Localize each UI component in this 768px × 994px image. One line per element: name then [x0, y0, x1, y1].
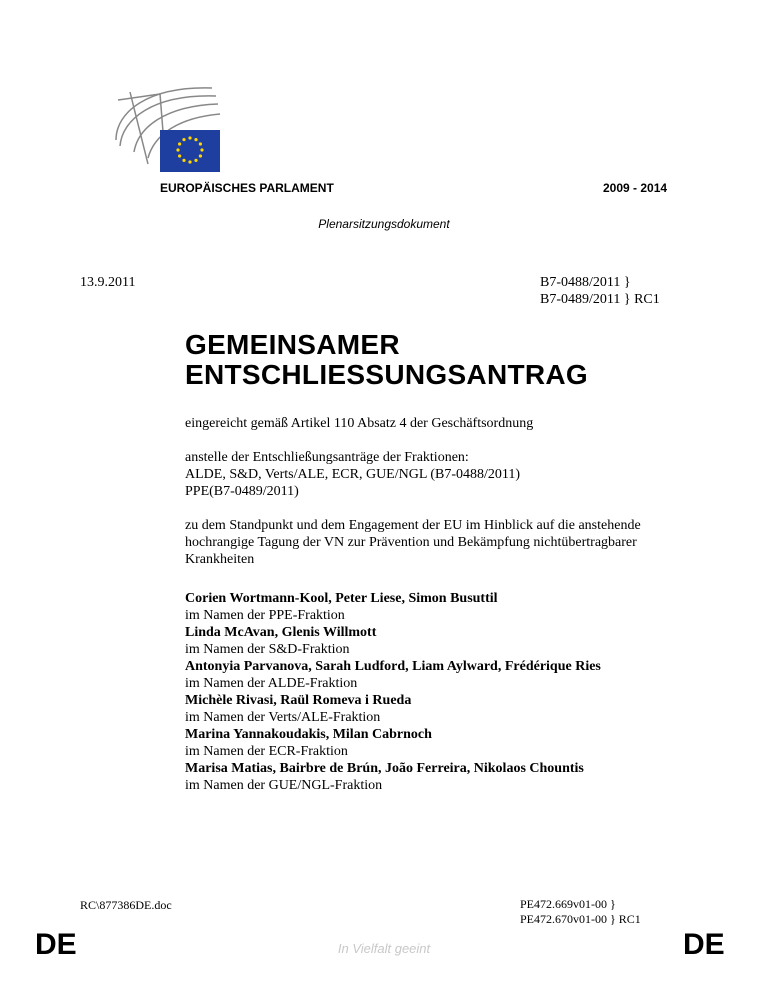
language-code-left: DE: [35, 928, 77, 961]
document-title: [185, 330, 588, 390]
title-line: ENTSCHLIESSUNGSANTRAG: [185, 359, 588, 390]
footer-file-name: RC\877386DE.doc: [80, 898, 172, 912]
signatories-list: [185, 590, 601, 794]
signatory-block: [185, 760, 601, 794]
topic-line: zu dem Standpunkt und dem Engagement der EU im Hinblick auf die anstehende: [185, 518, 641, 533]
signatory-block: [185, 590, 601, 624]
signatory-names: Marisa Matias, Bairbre de Brún, João Ferreira, Nikolaos Chountis: [185, 761, 584, 776]
signatory-block: [185, 624, 601, 658]
topic-line: hochrangige Tagung der VN zur Prävention und Bekämpfung nichtübertragbarer: [185, 535, 637, 550]
eu-flag-icon: [160, 130, 220, 172]
signatory-names: Michèle Rivasi, Raül Romeva i Rueda: [185, 693, 412, 708]
european-parliament-logo: [108, 78, 233, 178]
signatory-group: im Namen der PPE-Fraktion: [185, 608, 345, 623]
eu-motto: In Vielfalt geeint: [337, 941, 431, 956]
signatory-group: im Namen der S&D-Fraktion: [185, 642, 350, 657]
signatory-block: [185, 692, 601, 726]
parliamentary-term: 2009 - 2014: [603, 181, 668, 195]
signatory-block: [185, 658, 601, 692]
signatory-group: im Namen der Verts/ALE-Fraktion: [185, 710, 381, 725]
parliament-name: EUROPÄISCHES PARLAMENT: [160, 181, 334, 195]
language-code-right: DE: [683, 928, 725, 961]
signatory-names: Corien Wortmann-Kool, Peter Liese, Simon Busuttil: [185, 591, 498, 606]
topic-line: Krankheiten: [185, 552, 255, 567]
title-line: GEMEINSAMER: [185, 329, 400, 360]
replaced-motions-line: PPE(B7-0489/2011): [185, 484, 299, 499]
replaced-motions: [185, 449, 725, 500]
submission-clause: eingereicht gemäß Artikel 110 Absatz 4 der Geschäftsordnung: [185, 416, 534, 431]
signatory-group: im Namen der ALDE-Fraktion: [185, 676, 358, 691]
footer-reference-line: PE472.670v01-00 } RC1: [520, 912, 641, 926]
signatory-group: im Namen der GUE/NGL-Fraktion: [185, 778, 383, 793]
motion-topic: [185, 517, 725, 568]
document-references: [540, 274, 660, 308]
footer-references: [520, 897, 641, 927]
signatory-group: im Namen der ECR-Fraktion: [185, 744, 348, 759]
document-type: Plenarsitzungsdokument: [318, 217, 450, 231]
signatory-block: [185, 726, 601, 760]
footer-reference-line: PE472.669v01-00 }: [520, 897, 616, 911]
reference-line: B7-0488/2011 }: [540, 275, 631, 290]
signatory-names: Antonyia Parvanova, Sarah Ludford, Liam Aylward, Frédérique Ries: [185, 659, 601, 674]
signatory-names: Linda McAvan, Glenis Willmott: [185, 625, 377, 640]
document-date: 13.9.2011: [80, 275, 136, 290]
reference-line: B7-0489/2011 } RC1: [540, 292, 660, 307]
signatory-names: Marina Yannakoudakis, Milan Cabrnoch: [185, 727, 432, 742]
replaced-motions-line: ALDE, S&D, Verts/ALE, ECR, GUE/NGL (B7-0488/2011): [185, 467, 521, 482]
replaced-motions-line: anstelle der Entschließungsanträge der Fraktionen:: [185, 450, 469, 465]
